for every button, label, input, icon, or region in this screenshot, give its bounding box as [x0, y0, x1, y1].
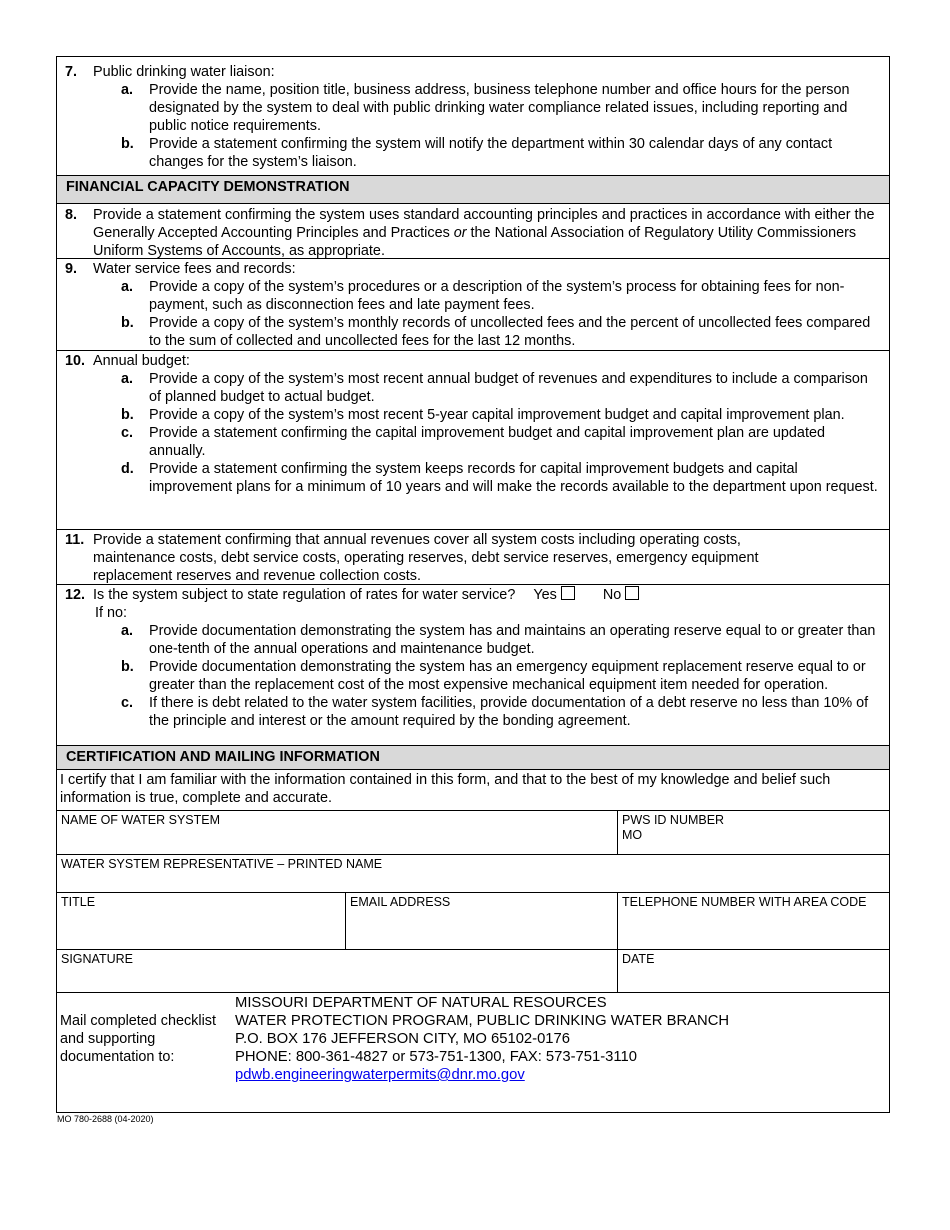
sub-label: d.	[121, 461, 134, 477]
section-header-financial: FINANCIAL CAPACITY DEMONSTRATION	[57, 175, 889, 203]
sub-text: Provide a statement confirming the system keeps records for capital improvement budgets and capital improvement plans for a minimum of 10 years and will make the records available to the department upon request.	[149, 461, 878, 495]
representative-name-field[interactable]	[57, 855, 889, 892]
sub-label: a.	[121, 623, 134, 639]
item-text-pre: Provide a statement confirming the system uses standard accounting principles and practices in accordance with either the Generally Accepted Accounting Principles and Practices	[93, 207, 875, 241]
item-8	[57, 203, 889, 258]
sub-text: If there is debt related to the water system facilities, provide documentation of a debt reserve no less than 10% of the principle and interest or the amount required by the bonding agreement.	[149, 695, 869, 729]
pws-prefix: MO	[622, 828, 643, 842]
sub-label: b.	[121, 315, 134, 331]
telephone-field[interactable]	[618, 893, 889, 949]
form-number: MO 780-2688 (04-2020)	[57, 1114, 154, 1124]
item-text: Water service fees and records:	[93, 261, 296, 277]
item-number: 12.	[65, 587, 86, 603]
item-9	[57, 258, 889, 350]
title-field[interactable]	[57, 893, 345, 949]
item-12	[57, 584, 889, 745]
item-7	[57, 63, 889, 171]
item-number: 8.	[65, 207, 78, 223]
sub-label: a.	[121, 279, 134, 295]
sub-label: a.	[121, 371, 134, 387]
date-field[interactable]	[618, 950, 889, 992]
section-header-certification: CERTIFICATION AND MAILING INFORMATION	[57, 745, 889, 769]
water-system-name-field[interactable]	[57, 811, 617, 854]
sub-text: Provide a statement confirming the capital improvement budget and capital improvement plan are updated annually.	[149, 425, 825, 459]
item-number: 9.	[65, 261, 78, 277]
item-number: 11.	[65, 532, 85, 548]
sub-text: Provide a copy of the system’s procedures or a description of the system’s process for obtaining fees for non-payment, such as disconnection fees and late payment fees.	[149, 279, 845, 313]
field-label: PWS ID NUMBER	[622, 813, 725, 827]
item-text: Provide a statement confirming that annual revenues cover all system costs including operating costs, maintenance costs, debt service costs, operating reserves, debt service reserves, emergency equipment replacement reserves and revenue collection costs.	[93, 532, 759, 584]
field-label: SIGNATURE	[61, 952, 133, 966]
address-line: P.O. BOX 176 JEFFERSON CITY, MO 65102-0176	[235, 1031, 570, 1047]
item-11	[57, 529, 889, 584]
address-line: PHONE: 800-361-4827 or 573-751-1300, FAX: 573-751-3110	[235, 1049, 637, 1065]
sub-label: b.	[121, 407, 134, 423]
sub-text: Provide a statement confirming the system will notify the department within 30 calendar days of any contact changes for the system’s liaison.	[149, 136, 833, 170]
item-text-or: or	[453, 225, 467, 241]
sub-text: Provide a copy of the system’s most recent annual budget of revenues and expenditures to include a comparison of planned budget to actual budget.	[149, 371, 868, 405]
certification-statement: I certify that I am familiar with the information contained in this form, and that to the best of my knowledge and belief such information is true, complete and accurate.	[57, 769, 889, 810]
field-label: WATER SYSTEM REPRESENTATIVE – PRINTED NAME	[61, 857, 383, 871]
sub-text: Provide documentation demonstrating the system has and maintains an operating reserve equal to or greater than one-tenth of the annual operations and maintenance budget.	[149, 623, 876, 657]
if-no-label: If no:	[95, 605, 127, 621]
field-label: DATE	[622, 952, 655, 966]
field-label: TELEPHONE NUMBER WITH AREA CODE	[622, 895, 867, 909]
mail-instructions: Mail completed checklist and supporting documentation to:	[60, 1013, 216, 1065]
checklist-form	[56, 56, 890, 1113]
sub-text: Provide a copy of the system’s monthly records of uncollected fees and the percent of uncollected fees compared to the sum of collected and uncollected fees for the last 12 months.	[149, 315, 871, 349]
yes-checkbox[interactable]	[561, 586, 575, 600]
item-text: Annual budget:	[93, 353, 190, 369]
address-line: WATER PROTECTION PROGRAM, PUBLIC DRINKING WATER BRANCH	[235, 1013, 730, 1029]
sub-label: b.	[121, 136, 134, 152]
no-label: No	[602, 587, 622, 603]
item-text: Public drinking water liaison:	[93, 64, 275, 80]
item-10	[57, 350, 889, 529]
item-number: 7.	[65, 64, 78, 80]
signature-field[interactable]	[57, 950, 617, 992]
item-text	[93, 207, 875, 259]
no-checkbox[interactable]	[625, 586, 639, 600]
mailing-address	[235, 994, 729, 1084]
divider	[57, 992, 889, 993]
field-label: NAME OF WATER SYSTEM	[61, 813, 221, 827]
item-text-post: the National Association of Regulatory Utility Commissioners Uniform Systems of Accounts, as appropriate.	[93, 225, 857, 259]
sub-label: c.	[121, 695, 134, 711]
item-text: Is the system subject to state regulation of rates for water service?	[93, 587, 516, 603]
sub-text: Provide documentation demonstrating the system has an emergency equipment replacement reserve equal to or greater than the replacement cost of the most expensive mechanical equipment item needed for operation.	[149, 659, 866, 693]
sub-label: b.	[121, 659, 134, 675]
email-link[interactable]: pdwb.engineeringwaterpermits@dnr.mo.gov	[235, 1067, 525, 1083]
sub-text: Provide the name, position title, business address, business telephone number and office hours for the person designated by the system to deal with public drinking water compliance related issues, including reporting and public notice requirements.	[149, 82, 850, 134]
field-label: EMAIL ADDRESS	[350, 895, 451, 909]
address-line: MISSOURI DEPARTMENT OF NATURAL RESOURCES	[235, 995, 607, 1011]
sub-text: Provide a copy of the system’s most recent 5-year capital improvement budget and capital improvement plan.	[149, 407, 845, 423]
sub-label: a.	[121, 82, 134, 98]
sub-label: c.	[121, 425, 134, 441]
field-label: TITLE	[61, 895, 96, 909]
email-field[interactable]	[346, 893, 617, 949]
yes-label: Yes	[533, 587, 557, 603]
pws-id-field[interactable]	[618, 811, 889, 854]
item-number: 10.	[65, 353, 86, 369]
